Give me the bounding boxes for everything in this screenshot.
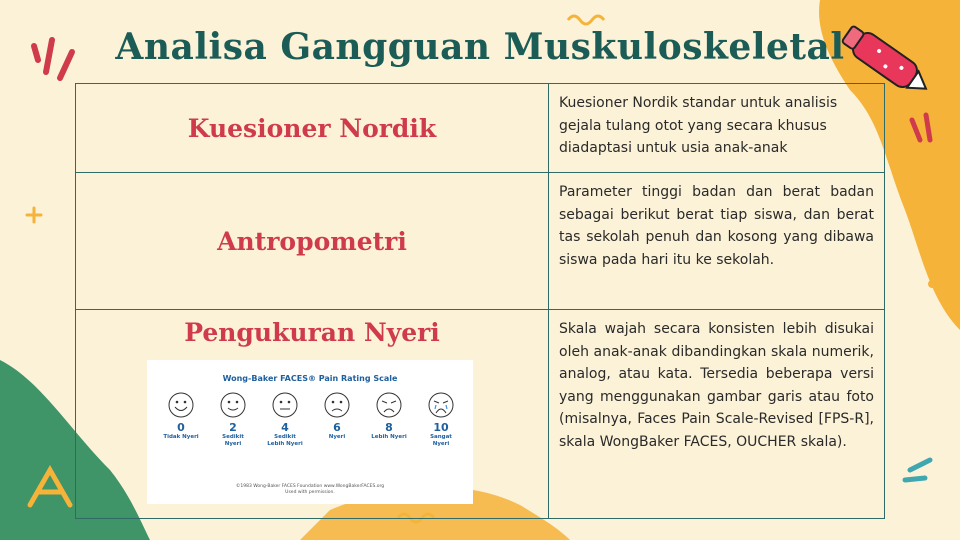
face-value: 0: [177, 421, 185, 434]
face-slight-smile-icon: [220, 392, 246, 418]
face-item: [215, 392, 251, 448]
heading-kuesioner-nordik: Kuesioner Nordik: [187, 113, 437, 143]
row-description-cell: Kuesioner Nordik standar untuk analisis gejala tulang otot yang secara khusus diadaptasi untuk usia anak-anak: [549, 84, 885, 173]
table-row: [76, 310, 885, 519]
face-label: Sangat Nyeri: [430, 434, 452, 447]
face-smile-icon: [168, 392, 194, 418]
face-slight-frown-icon: [324, 392, 350, 418]
row-heading-cell: [76, 310, 549, 519]
face-label: Sedikit Lebih Nyeri: [267, 434, 303, 447]
row-heading-cell: [76, 84, 549, 173]
face-value: 8: [385, 421, 393, 434]
page-title: Analisa Gangguan Muskuloskeletal: [115, 26, 845, 68]
face-value: 10: [433, 421, 449, 434]
face-value: 2: [229, 421, 237, 434]
wong-baker-faces-image: [147, 360, 473, 504]
face-label: Lebih Nyeri: [371, 434, 407, 440]
heading-antropometri: Antropometri: [217, 226, 407, 256]
faces-footer: [147, 484, 473, 496]
table-row: [76, 173, 885, 310]
faces-footer-line1: ©1983 Wong-Baker FACES Foundation www.WongBakerFACES.org: [235, 484, 385, 489]
face-frown-icon: [376, 392, 402, 418]
face-label: Nyeri: [328, 434, 346, 440]
face-item: [423, 392, 459, 448]
faces-scale-title: Wong-Baker FACES® Pain Rating Scale: [222, 374, 398, 383]
faces-footer-line2: Used with permission.: [285, 490, 335, 495]
face-neutral-icon: [272, 392, 298, 418]
row-description-cell: Parameter tinggi badan dan berat badan sebagai berikut berat tiap siswa, dan berat tas sekolah penuh dan kosong yang dibawa siswa pada hari itu ke sekolah.: [549, 173, 885, 310]
row-heading-cell: [76, 173, 549, 310]
face-label: Sedikit Nyeri: [222, 434, 244, 447]
heading-pengukuran-nyeri: Pengukuran Nyeri: [184, 318, 440, 347]
face-value: 4: [281, 421, 289, 434]
face-crying-icon: [428, 392, 454, 418]
face-item: [163, 392, 199, 441]
face-label: Tidak Nyeri: [163, 434, 199, 440]
content-table: [75, 83, 885, 519]
face-item: [371, 392, 407, 441]
row-description-cell: Skala wajah secara konsisten lebih disukai oleh anak-anak dibandingkan skala numerik, analog, atau kata. Tersedia beberapa versi yang menggunakan gambar garis atau foto (misalnya, Faces Pain Scale-Revised [FPS-R], skala WongBaker FACES, OUCHER skala).: [549, 310, 885, 519]
face-item: [267, 392, 303, 448]
face-value: 6: [333, 421, 341, 434]
table-row: [76, 84, 885, 173]
face-item: [319, 392, 355, 441]
